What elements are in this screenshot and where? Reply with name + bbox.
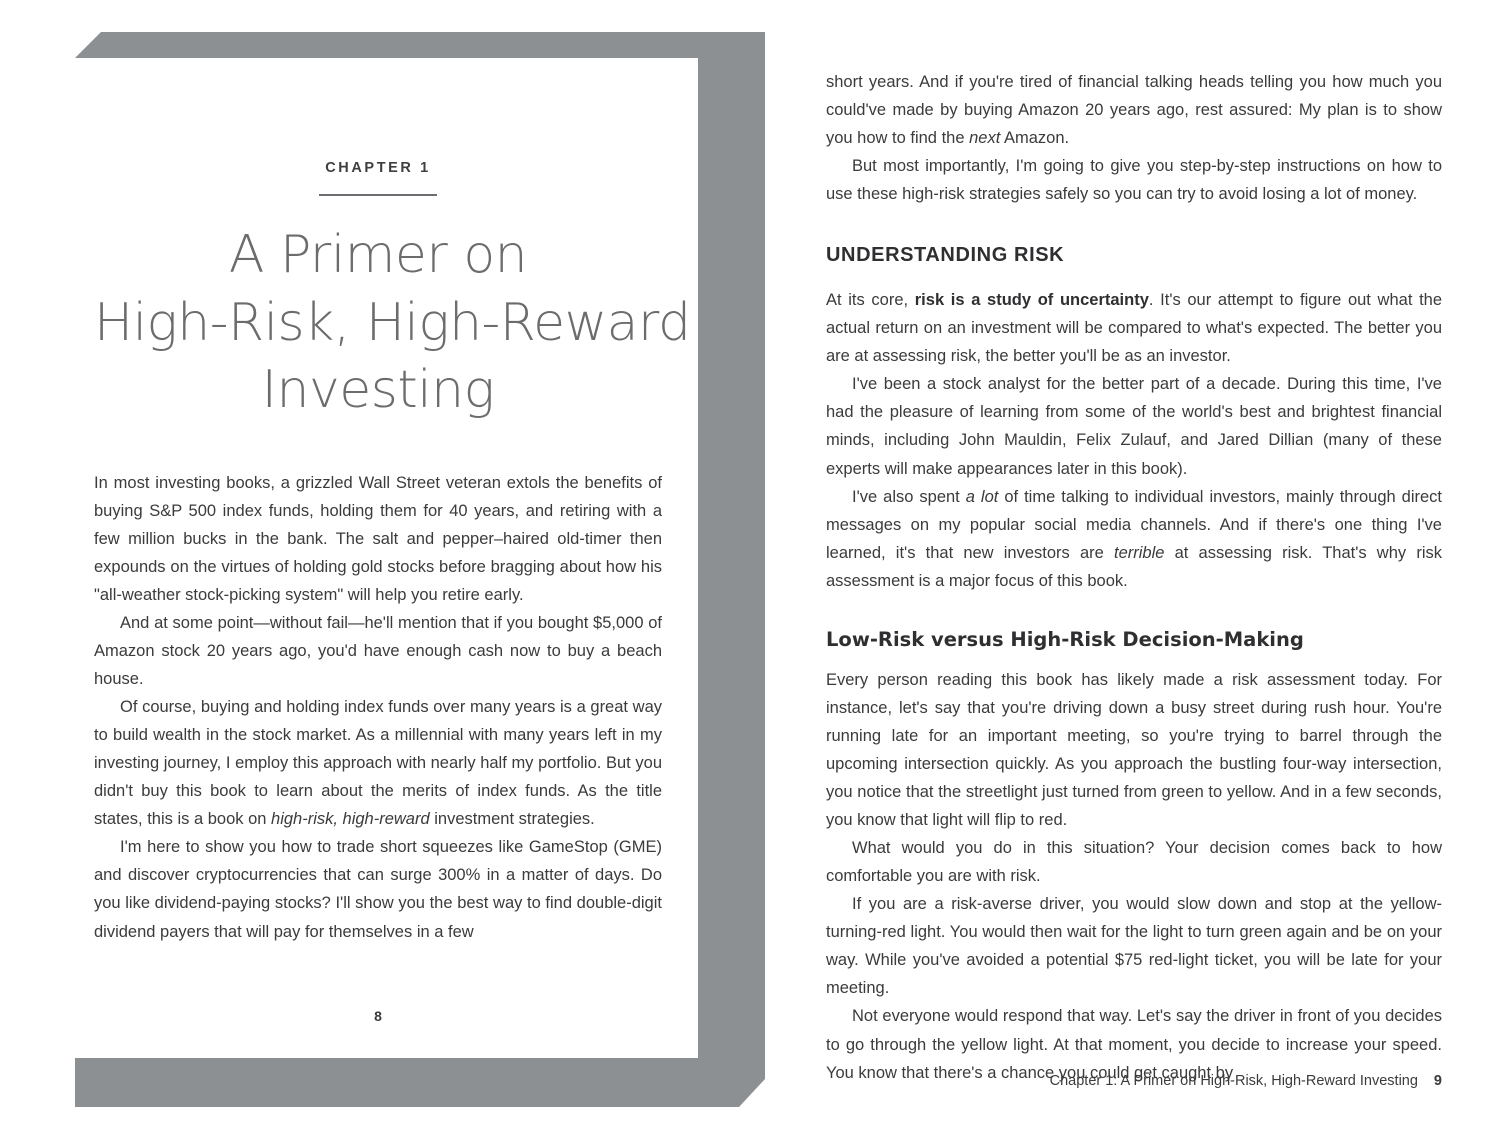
paragraph-emphasis: next [969, 129, 1001, 148]
paragraph-text-tail: investment strategies. [429, 810, 595, 829]
paragraph: What would you do in this situation? Your decision comes back to how comfortable you are with risk. [826, 839, 1442, 886]
paragraph: But most importantly, I'm going to give you step-by-step instructions on how to use these high-risk strategies safely so you can try to avoid losing a lot of money. [826, 157, 1442, 204]
paragraph [94, 693, 662, 833]
right-page [790, 0, 1500, 1125]
paragraph-text-tail: . It's our attempt to figure out what the actual return on an investment will be compared to what's expected. The better you are at assessing risk, the better you'll be as an investor. [826, 291, 1443, 366]
paragraph: Every person reading this book has likely made a risk assessment today. For instance, let's say that you're driving down a busy street during rush hour. You're running late for an important meeting, so you're trying to barrel through the upcoming intersection quickly. As you approach the bustling four-way intersection, you notice that the streetlight just turned from green to yellow. And in a few seconds, you know that light will flip to red. [826, 670, 1442, 830]
chapter-title-line-2: High-Risk, High-Reward [94, 292, 691, 353]
paragraph: Not everyone would respond that way. Let's say the driver in front of you decides to go through the yellow light. At that moment, you decide to increase your speed. You know that there's a chance you could get caught by [826, 1007, 1442, 1082]
paragraph [826, 68, 1442, 152]
chapter-title-line-1: A Primer on [228, 225, 528, 285]
paragraph: I'm here to show you how to trade short squeezes like GameStop (GME) and discover cryptocurrencies that can surge 300% in a matter of days. Do you like dividend-paying stocks? I'll show you the best way to find double-digit dividend payers that will pay for themselves in a few [94, 838, 662, 941]
paragraph-text-tail: at assessing risk. That's why risk assessment is a major focus of this book. [826, 543, 1442, 590]
paragraph: In most investing books, a grizzled Wall Street veteran extols the benefits of buying S&P 500 index funds, holding them for 40 years, and retiring with a few million bucks in the bank. The salt and pepper–haired old-timer then expounds on the virtues of holding gold stocks before bragging about how his "all-weather stock-picking system" will help you retire early. [94, 473, 662, 604]
page-number-left: 8 [374, 1008, 382, 1024]
paragraph-emphasis: terrible [1114, 543, 1165, 562]
paragraph-emphasis: high-risk, high-reward [271, 810, 430, 829]
paragraph-text: I've also spent [852, 487, 966, 506]
paragraph-text: Of course, buying and holding index funds over many years is a great way to build wealth in the stock market. As a millennial with many years left in my investing journey, I employ this approach with nearly half my portfolio. But you didn't buy this book to learn about the merits of index funds. As the title states, this is a book on [94, 698, 662, 829]
left-page [58, 58, 698, 1058]
paragraph [826, 286, 1442, 370]
paragraph-text: At its core, [826, 291, 915, 310]
right-page-content [826, 68, 1442, 1087]
subsection-heading-low-risk-versus-high-risk: Low-Risk versus High-Risk Decision-Making [826, 627, 1304, 651]
running-footer-text: Chapter 1: A Primer on High-Risk, High-Reward Investing [1049, 1073, 1418, 1089]
paragraph-strong: risk is a study of uncertainty [914, 291, 1149, 310]
paragraph-text: of time talking to individual investors, mainly through direct messages on my popular social media channels. And if there's one thing I've learned, it's that new investors are [826, 487, 1443, 562]
section-heading-understanding-risk: UNDERSTANDING RISK [826, 244, 1065, 267]
paragraph-text-tail: Amazon. [1000, 129, 1070, 148]
chapter-divider-rule [319, 194, 437, 196]
chapter-label: CHAPTER 1 [325, 160, 431, 176]
paragraph-emphasis: a lot [965, 487, 999, 506]
running-footer [826, 1073, 1442, 1089]
chapter-title-line-3: Investing [261, 360, 495, 421]
chapter-title [94, 222, 691, 425]
paragraph: If you are a risk-averse driver, you would slow down and stop at the yellow-turning-red light. You would then wait for the light to turn green again and be on your way. While you've avoided a potential $75 red-light ticket, you will be late for your meeting. [826, 895, 1442, 998]
paragraph: And at some point—without fail—he'll mention that if you bought $5,000 of Amazon stock 20 years ago, you'd have enough cash now to buy a beach house. [94, 614, 662, 689]
paragraph-text: short years. And if you're tired of financial talking heads telling you how much you could've made by buying Amazon 20 years ago, rest assured: My plan is to show you how to find the [826, 73, 1442, 148]
paragraph [826, 483, 1442, 595]
page-number-right: 9 [1433, 1073, 1442, 1089]
paragraph: I've been a stock analyst for the better part of a decade. During this time, I've had the pleasure of learning from some of the world's best and brightest financial minds, including John Mauldin, Felix Zulauf, and Jared Dillian (many of these experts will make appearances later in this book). [826, 375, 1442, 478]
left-body-text [94, 469, 662, 946]
right-body-text [826, 68, 1442, 1087]
left-page-content [94, 98, 691, 946]
